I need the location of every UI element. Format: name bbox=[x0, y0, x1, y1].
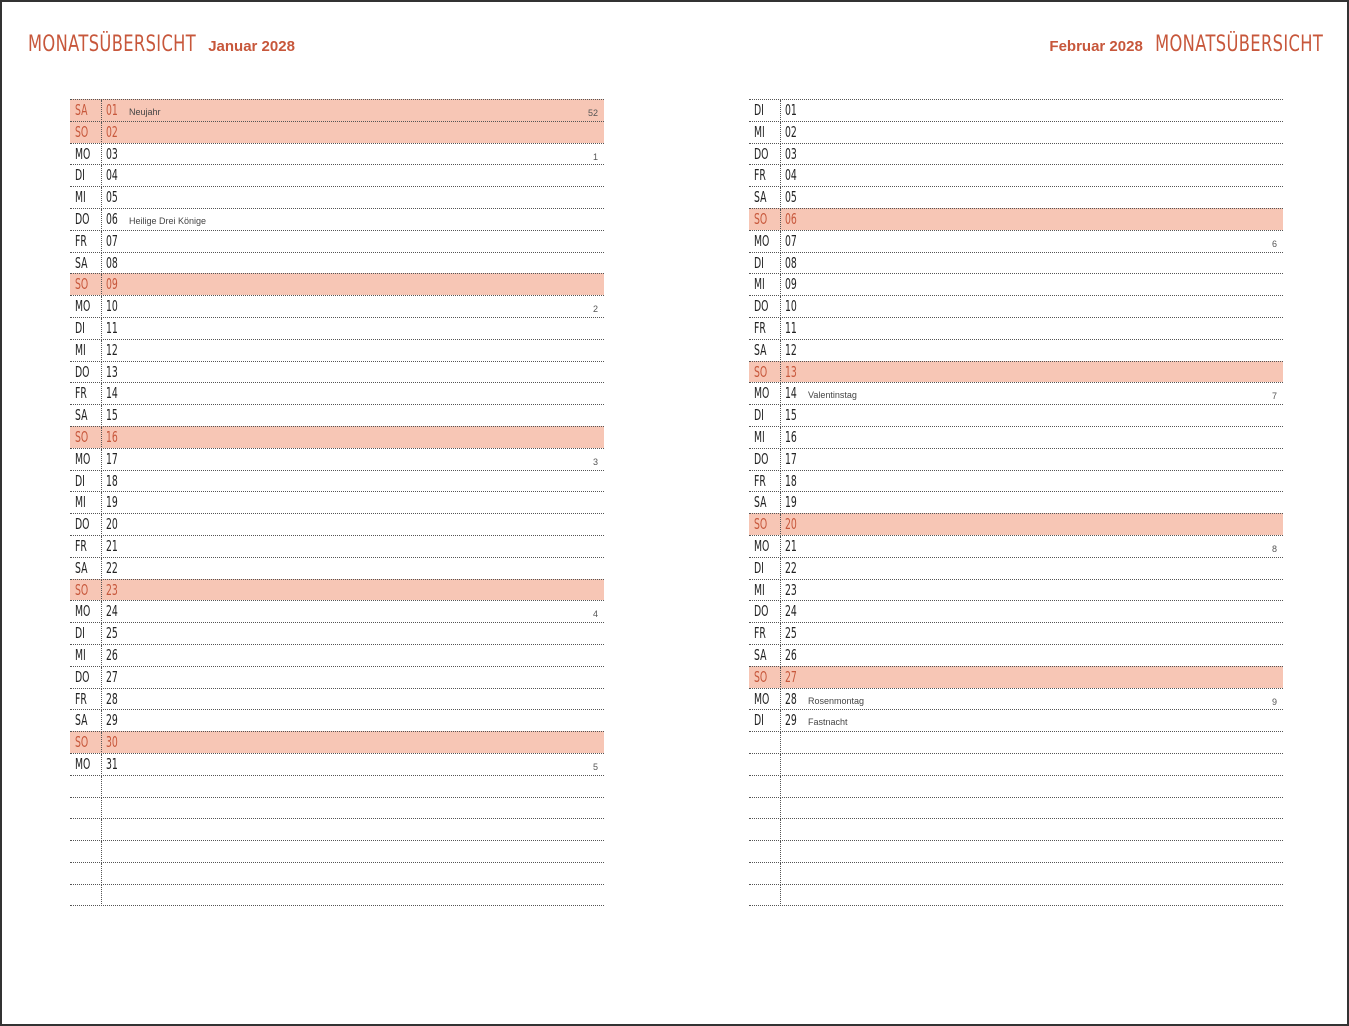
day-row bbox=[749, 164, 1283, 186]
bottom-rule bbox=[70, 905, 604, 906]
weekday-label: MO bbox=[75, 754, 91, 773]
day-number: 06 bbox=[785, 209, 797, 228]
column-divider bbox=[780, 144, 781, 166]
day-number: 06 bbox=[106, 209, 118, 228]
weekday-label: DO bbox=[75, 209, 90, 228]
weekday-label: MI bbox=[75, 340, 86, 359]
day-number: 11 bbox=[785, 318, 797, 337]
weekday-label: DO bbox=[754, 144, 769, 163]
column-divider bbox=[101, 100, 102, 122]
weekday-label: FR bbox=[75, 231, 87, 250]
weekday-label: DI bbox=[754, 253, 764, 272]
weekday-label: SA bbox=[754, 188, 767, 207]
column-divider bbox=[780, 274, 781, 296]
day-number: 15 bbox=[106, 406, 118, 425]
day-number: 08 bbox=[785, 253, 797, 272]
day-number: 02 bbox=[785, 122, 797, 141]
day-number: 29 bbox=[106, 711, 118, 730]
day-row bbox=[70, 143, 604, 165]
day-row bbox=[70, 273, 604, 295]
column-divider bbox=[101, 645, 102, 667]
column-divider bbox=[780, 100, 781, 122]
weekday-label: MO bbox=[754, 231, 770, 250]
weekday-label: DO bbox=[754, 297, 769, 316]
column-divider bbox=[780, 231, 781, 253]
holiday-label: Neujahr bbox=[129, 107, 161, 117]
day-row bbox=[749, 470, 1283, 492]
weekday-label: DI bbox=[754, 406, 764, 425]
day-number: 21 bbox=[106, 536, 118, 555]
column-divider bbox=[780, 427, 781, 449]
column-divider bbox=[101, 580, 102, 602]
day-row bbox=[749, 295, 1283, 317]
column-divider bbox=[780, 732, 781, 754]
column-divider bbox=[780, 165, 781, 187]
column-divider bbox=[101, 667, 102, 689]
week-number: 3 bbox=[592, 456, 598, 467]
column-divider bbox=[101, 296, 102, 318]
column-divider bbox=[780, 754, 781, 776]
january-calendar-list bbox=[70, 99, 604, 906]
february-calendar-list bbox=[749, 99, 1283, 906]
day-row bbox=[749, 404, 1283, 426]
day-row bbox=[70, 470, 604, 492]
day-row bbox=[70, 731, 604, 753]
weekday-label: MO bbox=[754, 536, 770, 555]
column-divider bbox=[780, 492, 781, 514]
week-number: 7 bbox=[1271, 391, 1277, 402]
weekday-label: FR bbox=[75, 384, 87, 403]
day-number: 01 bbox=[106, 101, 118, 119]
column-divider bbox=[780, 645, 781, 667]
column-divider bbox=[780, 383, 781, 405]
day-number: 22 bbox=[785, 558, 797, 577]
weekday-label: DI bbox=[75, 318, 85, 337]
right-page-header bbox=[1049, 32, 1323, 57]
day-row bbox=[749, 382, 1283, 404]
weekday-label: MI bbox=[754, 275, 765, 294]
day-row bbox=[749, 208, 1283, 230]
day-number: 31 bbox=[106, 754, 118, 773]
column-divider bbox=[780, 362, 781, 384]
day-number: 22 bbox=[106, 558, 118, 577]
column-divider bbox=[101, 122, 102, 144]
weekday-label: MI bbox=[754, 122, 765, 141]
column-divider bbox=[780, 209, 781, 231]
day-row bbox=[749, 252, 1283, 274]
day-row bbox=[749, 884, 1283, 906]
weekday-label: MI bbox=[754, 580, 765, 599]
day-number: 30 bbox=[106, 733, 118, 752]
day-row bbox=[70, 709, 604, 731]
weekday-label: MO bbox=[754, 384, 770, 403]
holiday-label: Rosenmontag bbox=[808, 695, 865, 706]
day-number: 14 bbox=[106, 384, 118, 403]
day-row bbox=[70, 818, 604, 840]
weekday-label: FR bbox=[75, 689, 87, 708]
day-row bbox=[70, 688, 604, 710]
weekday-label: SA bbox=[75, 711, 88, 730]
day-number: 14 bbox=[785, 384, 797, 403]
day-row bbox=[70, 840, 604, 862]
weekday-label: SA bbox=[75, 101, 88, 119]
column-divider bbox=[780, 296, 781, 318]
day-row bbox=[70, 862, 604, 884]
weekday-label: MO bbox=[75, 449, 91, 468]
day-number: 26 bbox=[785, 645, 797, 664]
day-number: 12 bbox=[785, 340, 797, 359]
day-row bbox=[749, 339, 1283, 361]
holiday-label: Heilige Drei Könige bbox=[129, 215, 207, 226]
day-row bbox=[70, 579, 604, 601]
day-row bbox=[749, 448, 1283, 470]
column-divider bbox=[780, 819, 781, 841]
day-row bbox=[70, 666, 604, 688]
weekday-label: MI bbox=[75, 188, 86, 207]
weekday-label: DI bbox=[754, 711, 764, 730]
column-divider bbox=[101, 383, 102, 405]
day-number: 10 bbox=[785, 297, 797, 316]
day-row bbox=[70, 99, 604, 121]
week-number: 52 bbox=[587, 108, 598, 118]
column-divider bbox=[101, 492, 102, 514]
column-divider bbox=[780, 122, 781, 144]
left-brand-title: MONATSÜBERSICHT bbox=[28, 32, 197, 57]
column-divider bbox=[780, 405, 781, 427]
day-number: 02 bbox=[106, 122, 118, 141]
day-number: 20 bbox=[785, 515, 797, 534]
column-divider bbox=[101, 841, 102, 863]
day-row bbox=[749, 99, 1283, 121]
weekday-label: MI bbox=[75, 493, 86, 512]
day-row bbox=[70, 208, 604, 230]
column-divider bbox=[780, 776, 781, 798]
day-row bbox=[749, 513, 1283, 535]
day-row bbox=[749, 535, 1283, 557]
day-row bbox=[749, 230, 1283, 252]
weekday-label: FR bbox=[754, 624, 766, 643]
weekday-label: MI bbox=[754, 427, 765, 446]
day-row bbox=[70, 382, 604, 404]
day-row bbox=[749, 186, 1283, 208]
day-number: 29 bbox=[785, 711, 797, 730]
day-number: 03 bbox=[106, 144, 118, 163]
day-row bbox=[70, 186, 604, 208]
weekday-label: MO bbox=[75, 297, 91, 316]
column-divider bbox=[780, 340, 781, 362]
weekday-label: DO bbox=[75, 667, 90, 686]
day-number: 09 bbox=[106, 275, 118, 294]
bottom-rule bbox=[749, 905, 1283, 906]
day-number: 01 bbox=[785, 101, 797, 119]
weekday-label: MO bbox=[75, 602, 91, 621]
day-row bbox=[749, 840, 1283, 862]
day-number: 05 bbox=[106, 188, 118, 207]
day-number: 27 bbox=[785, 667, 797, 686]
column-divider bbox=[780, 885, 781, 907]
column-divider bbox=[101, 340, 102, 362]
weekday-label: FR bbox=[754, 318, 766, 337]
day-number: 27 bbox=[106, 667, 118, 686]
day-row bbox=[70, 426, 604, 448]
weekday-label: SA bbox=[75, 406, 88, 425]
column-divider bbox=[101, 318, 102, 340]
column-divider bbox=[780, 601, 781, 623]
day-row bbox=[749, 644, 1283, 666]
column-divider bbox=[101, 187, 102, 209]
column-divider bbox=[780, 558, 781, 580]
day-row bbox=[70, 339, 604, 361]
day-row bbox=[70, 164, 604, 186]
column-divider bbox=[101, 536, 102, 558]
right-brand-title: MONATSÜBERSICHT bbox=[1154, 32, 1323, 57]
left-page-header bbox=[28, 32, 295, 57]
column-divider bbox=[101, 623, 102, 645]
week-number: 5 bbox=[592, 761, 598, 772]
holiday-label: Valentinstag bbox=[808, 390, 857, 401]
week-number: 1 bbox=[592, 151, 598, 162]
weekday-label: SA bbox=[75, 253, 88, 272]
day-row bbox=[749, 818, 1283, 840]
weekday-label: FR bbox=[754, 166, 766, 185]
weekday-label: SA bbox=[754, 645, 767, 664]
day-number: 07 bbox=[785, 231, 797, 250]
column-divider bbox=[101, 798, 102, 820]
day-row bbox=[70, 753, 604, 775]
weekday-label: SO bbox=[754, 515, 768, 534]
weekday-label: SO bbox=[754, 667, 768, 686]
column-divider bbox=[780, 318, 781, 340]
day-row bbox=[70, 295, 604, 317]
day-number: 13 bbox=[785, 362, 797, 381]
day-number: 25 bbox=[106, 624, 118, 643]
day-row bbox=[70, 535, 604, 557]
day-number: 23 bbox=[106, 580, 118, 599]
day-row bbox=[70, 252, 604, 274]
day-number: 11 bbox=[106, 318, 118, 337]
day-number: 19 bbox=[785, 493, 797, 512]
column-divider bbox=[780, 536, 781, 558]
day-row bbox=[749, 143, 1283, 165]
day-number: 23 bbox=[785, 580, 797, 599]
column-divider bbox=[780, 187, 781, 209]
day-row bbox=[749, 775, 1283, 797]
day-row bbox=[70, 448, 604, 470]
weekday-label: SO bbox=[75, 122, 89, 141]
column-divider bbox=[101, 405, 102, 427]
day-row bbox=[70, 557, 604, 579]
day-row bbox=[749, 317, 1283, 339]
column-divider bbox=[101, 471, 102, 493]
day-number: 17 bbox=[785, 449, 797, 468]
day-row bbox=[749, 361, 1283, 383]
column-divider bbox=[101, 165, 102, 187]
week-number: 4 bbox=[592, 609, 598, 620]
weekday-label: SA bbox=[754, 340, 767, 359]
day-row bbox=[70, 622, 604, 644]
day-number: 25 bbox=[785, 624, 797, 643]
weekday-label: DO bbox=[75, 362, 90, 381]
day-row bbox=[70, 404, 604, 426]
day-number: 16 bbox=[785, 427, 797, 446]
day-number: 04 bbox=[785, 166, 797, 185]
day-row bbox=[70, 121, 604, 143]
column-divider bbox=[101, 209, 102, 231]
day-row bbox=[749, 273, 1283, 295]
day-row bbox=[749, 731, 1283, 753]
day-number: 08 bbox=[106, 253, 118, 272]
day-number: 19 bbox=[106, 493, 118, 512]
day-row bbox=[70, 600, 604, 622]
day-row bbox=[749, 709, 1283, 731]
weekday-label: MO bbox=[75, 144, 91, 163]
day-number: 12 bbox=[106, 340, 118, 359]
day-row bbox=[70, 797, 604, 819]
column-divider bbox=[101, 710, 102, 732]
day-row bbox=[70, 884, 604, 906]
week-number: 6 bbox=[1271, 238, 1277, 249]
day-row bbox=[749, 121, 1283, 143]
day-row bbox=[749, 600, 1283, 622]
weekday-label: DI bbox=[754, 101, 764, 119]
day-row bbox=[70, 491, 604, 513]
column-divider bbox=[101, 449, 102, 471]
column-divider bbox=[780, 710, 781, 732]
weekday-label: FR bbox=[754, 471, 766, 490]
weekday-label: MO bbox=[754, 689, 770, 708]
holiday-label: Fastnacht bbox=[808, 717, 848, 728]
column-divider bbox=[780, 689, 781, 711]
column-divider bbox=[101, 819, 102, 841]
weekday-label: SO bbox=[754, 362, 768, 381]
weekday-label: SO bbox=[75, 427, 89, 446]
weekday-label: FR bbox=[75, 536, 87, 555]
day-number: 16 bbox=[106, 427, 118, 446]
column-divider bbox=[101, 362, 102, 384]
day-number: 24 bbox=[106, 602, 118, 621]
weekday-label: DI bbox=[754, 558, 764, 577]
day-number: 10 bbox=[106, 297, 118, 316]
column-divider bbox=[101, 732, 102, 754]
left-month-title: Januar 2028 bbox=[208, 38, 295, 55]
column-divider bbox=[101, 231, 102, 253]
day-number: 05 bbox=[785, 188, 797, 207]
day-number: 04 bbox=[106, 166, 118, 185]
column-divider bbox=[101, 253, 102, 275]
day-row bbox=[70, 230, 604, 252]
column-divider bbox=[780, 580, 781, 602]
day-number: 09 bbox=[785, 275, 797, 294]
day-row bbox=[749, 688, 1283, 710]
weekday-label: DI bbox=[75, 471, 85, 490]
column-divider bbox=[780, 471, 781, 493]
day-number: 07 bbox=[106, 231, 118, 250]
week-number: 2 bbox=[592, 304, 598, 315]
day-number: 28 bbox=[785, 689, 797, 708]
column-divider bbox=[780, 863, 781, 885]
day-number: 18 bbox=[785, 471, 797, 490]
column-divider bbox=[780, 798, 781, 820]
week-number: 9 bbox=[1271, 696, 1277, 707]
day-number: 21 bbox=[785, 536, 797, 555]
day-row bbox=[70, 644, 604, 666]
day-row bbox=[70, 361, 604, 383]
day-number: 15 bbox=[785, 406, 797, 425]
column-divider bbox=[101, 274, 102, 296]
column-divider bbox=[780, 667, 781, 689]
day-row bbox=[749, 426, 1283, 448]
weekday-label: DI bbox=[75, 166, 85, 185]
day-number: 24 bbox=[785, 602, 797, 621]
day-row bbox=[70, 317, 604, 339]
day-row bbox=[749, 579, 1283, 601]
column-divider bbox=[780, 841, 781, 863]
day-row bbox=[749, 557, 1283, 579]
column-divider bbox=[780, 449, 781, 471]
column-divider bbox=[780, 253, 781, 275]
day-row bbox=[70, 775, 604, 797]
weekday-label: DI bbox=[75, 624, 85, 643]
column-divider bbox=[101, 601, 102, 623]
day-row bbox=[749, 862, 1283, 884]
day-number: 17 bbox=[106, 449, 118, 468]
column-divider bbox=[101, 885, 102, 907]
day-row bbox=[749, 491, 1283, 513]
day-number: 18 bbox=[106, 471, 118, 490]
weekday-label: DO bbox=[754, 602, 769, 621]
column-divider bbox=[101, 427, 102, 449]
weekday-label: SA bbox=[75, 558, 88, 577]
column-divider bbox=[101, 863, 102, 885]
day-row bbox=[70, 513, 604, 535]
weekday-label: SO bbox=[75, 275, 89, 294]
weekday-label: SO bbox=[754, 209, 768, 228]
day-number: 20 bbox=[106, 515, 118, 534]
column-divider bbox=[780, 623, 781, 645]
column-divider bbox=[101, 689, 102, 711]
weekday-label: MI bbox=[75, 645, 86, 664]
column-divider bbox=[101, 514, 102, 536]
day-row bbox=[749, 666, 1283, 688]
day-row bbox=[749, 753, 1283, 775]
day-number: 26 bbox=[106, 645, 118, 664]
column-divider bbox=[101, 776, 102, 798]
week-number: 8 bbox=[1271, 543, 1277, 554]
day-number: 13 bbox=[106, 362, 118, 381]
column-divider bbox=[101, 144, 102, 166]
day-row bbox=[749, 797, 1283, 819]
column-divider bbox=[101, 754, 102, 776]
right-month-title: Februar 2028 bbox=[1049, 38, 1143, 55]
weekday-label: SO bbox=[75, 580, 89, 599]
day-number: 28 bbox=[106, 689, 118, 708]
weekday-label: SA bbox=[754, 493, 767, 512]
weekday-label: DO bbox=[754, 449, 769, 468]
day-number: 03 bbox=[785, 144, 797, 163]
weekday-label: DO bbox=[75, 515, 90, 534]
day-row bbox=[749, 622, 1283, 644]
column-divider bbox=[780, 514, 781, 536]
weekday-label: SO bbox=[75, 733, 89, 752]
column-divider bbox=[101, 558, 102, 580]
